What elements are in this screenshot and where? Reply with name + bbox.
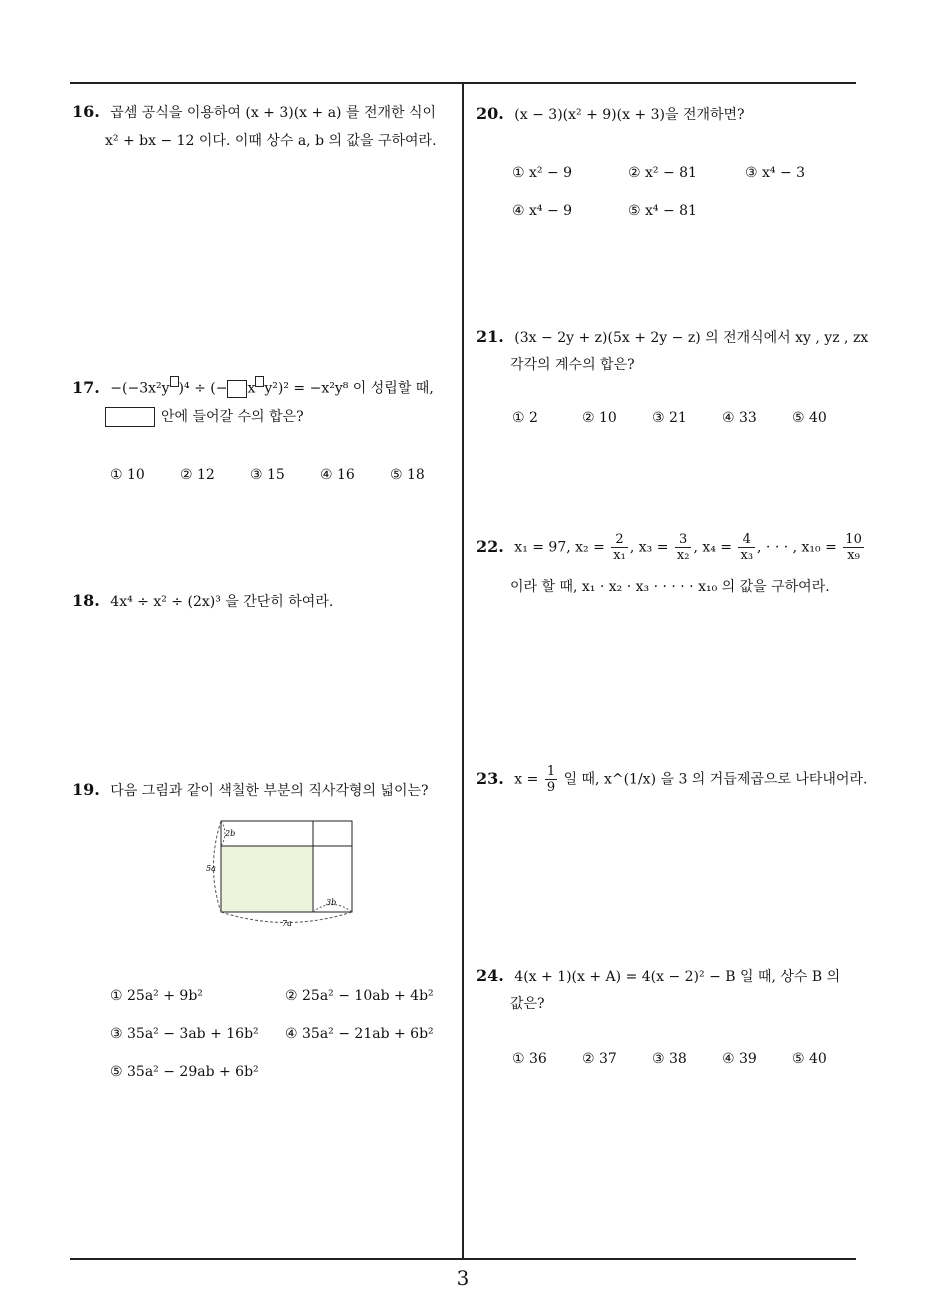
choice[interactable]: ② 25a² − 10ab + 4b²: [285, 988, 434, 1004]
bottom-rule: [70, 1258, 856, 1260]
question-16-line2: x² + bx − 12 이다. 이때 상수 a, b 의 값을 구하여라.: [105, 133, 437, 149]
choice[interactable]: ② 37: [582, 1051, 617, 1067]
question-text-line: 곱셈 공식을 이용하여 (x + 3)(x + a) 를 전개한 식이: [110, 105, 437, 121]
question-21: [476, 327, 868, 347]
numerator: 3: [675, 532, 692, 548]
fraction: [545, 764, 557, 795]
question-number: 18.: [72, 591, 100, 610]
question-20: [476, 104, 745, 124]
column-divider: [462, 83, 464, 1259]
question-24-line2: 값은?: [510, 996, 545, 1012]
question-number: 22.: [476, 536, 504, 556]
choice[interactable]: ① x² − 9: [512, 165, 573, 181]
choice[interactable]: ⑤ 18: [390, 467, 425, 483]
choice[interactable]: ③ 35a² − 3ab + 16b²: [110, 1026, 259, 1042]
question-text-part: )⁴ ÷ (−: [178, 380, 228, 397]
question-number: 24.: [476, 966, 504, 985]
question-number: 16.: [72, 102, 100, 121]
choice[interactable]: ③ 15: [250, 467, 285, 483]
answer-box: [105, 407, 155, 427]
numerator: 4: [738, 532, 755, 548]
choice[interactable]: ② 10: [582, 410, 617, 426]
choice[interactable]: ① 2: [512, 410, 538, 426]
question-text-part: x =: [514, 771, 539, 788]
choice[interactable]: ⑤ x⁴ − 81: [628, 203, 697, 219]
question-text-part: −(−3x²y: [110, 380, 170, 397]
question-22: [476, 532, 866, 563]
label-left: 5a: [206, 864, 216, 873]
fraction: [738, 532, 755, 563]
numerator: 2: [611, 532, 628, 548]
blank-box: [170, 376, 179, 387]
fraction: [611, 532, 628, 563]
question-23: [476, 764, 867, 795]
choice[interactable]: ② 12: [180, 467, 215, 483]
question-number: 17.: [72, 377, 100, 397]
question-text: 다음 그림과 같이 색칠한 부분의 직사각형의 넓이는?: [110, 783, 429, 799]
question-text-part: x: [247, 380, 256, 397]
question-20-choices: [512, 165, 832, 225]
label-top: 2b: [225, 829, 236, 838]
question-16: [72, 102, 436, 122]
choice[interactable]: ③ 38: [652, 1051, 687, 1067]
choice[interactable]: ④ x⁴ − 9: [512, 203, 573, 219]
question-text: 4x⁴ ÷ x² ÷ (2x)³ 을 간단히 하여라.: [110, 594, 334, 610]
question-19: [72, 780, 429, 800]
question-number: 19.: [72, 780, 100, 799]
choice[interactable]: ④ 39: [722, 1051, 757, 1067]
denominator: x₁: [613, 548, 626, 563]
page-number: 3: [456, 1266, 470, 1290]
question-17-choices: [110, 467, 450, 487]
fraction: [675, 532, 692, 563]
question-number: 21.: [476, 327, 504, 346]
numerator: 10: [845, 532, 862, 547]
question-text-part: , · · · , x₁₀ =: [757, 539, 837, 556]
choice[interactable]: ⑤ 35a² − 29ab + 6b²: [110, 1064, 259, 1080]
question-24-choices: [512, 1051, 852, 1071]
denominator: 9: [546, 780, 556, 795]
choice[interactable]: ① 36: [512, 1051, 547, 1067]
blank-box: [227, 380, 247, 398]
choice[interactable]: ③ 21: [652, 410, 687, 426]
question-21-choices: [512, 410, 852, 430]
question-text-line: (3x − 2y + z)(5x + 2y − z) 의 전개식에서 xy , yz , zx: [514, 330, 869, 346]
choice[interactable]: ① 10: [110, 467, 145, 483]
numerator: 1: [546, 764, 556, 779]
blank-box: [255, 376, 264, 387]
question-text-line: 4(x + 1)(x + A) = 4(x − 2)² − B 일 때, 상수 B 의: [514, 969, 841, 985]
question-19-choices: [110, 988, 455, 1088]
label-bottom: 7a: [282, 919, 292, 928]
question-text: (x − 3)(x² + 9)(x + 3)을 전개하면?: [514, 107, 745, 123]
question-18: [72, 591, 333, 611]
question-24: [476, 966, 840, 986]
denominator: x₂: [676, 548, 690, 563]
question-number: 23.: [476, 768, 504, 788]
denominator: x₃: [740, 548, 754, 563]
denominator: x₉: [847, 548, 860, 563]
fraction: [843, 532, 864, 563]
question-17-line2: [105, 406, 304, 427]
label-inner: 3b: [326, 898, 337, 907]
question-text-part: , x₄ =: [693, 539, 733, 556]
choice[interactable]: ② x² − 81: [628, 165, 697, 181]
choice[interactable]: ④ 35a² − 21ab + 6b²: [285, 1026, 434, 1042]
question-text-part: 일 때, x^(1/x) 을 3 의 거듭제곱으로 나타내어라.: [563, 771, 868, 788]
question-text-part: x₁ = 97, x₂ =: [514, 539, 605, 556]
choice[interactable]: ④ 16: [320, 467, 355, 483]
question-22-line2: 이라 할 때, x₁ · x₂ · x₃ · · · · · x₁₀ 의 값을 구하여라.: [510, 579, 830, 595]
choice[interactable]: ⑤ 40: [792, 1051, 827, 1067]
question-21-line2: 각각의 계수의 합은?: [510, 357, 635, 373]
question-17: [72, 376, 434, 398]
shaded-rectangle: [221, 846, 313, 912]
question-text-part: 안에 들어갈 수의 합은?: [161, 409, 304, 425]
choice[interactable]: ④ 33: [722, 410, 757, 426]
question-text-part: , x₃ =: [629, 539, 669, 556]
choice[interactable]: ③ x⁴ − 3: [745, 165, 806, 181]
choice[interactable]: ⑤ 40: [792, 410, 827, 426]
rectangle-figure: [200, 815, 360, 935]
question-text-part: y²)² = −x²y⁸ 이 성립할 때,: [264, 380, 434, 397]
choice[interactable]: ① 25a² + 9b²: [110, 988, 203, 1004]
question-number: 20.: [476, 104, 504, 123]
